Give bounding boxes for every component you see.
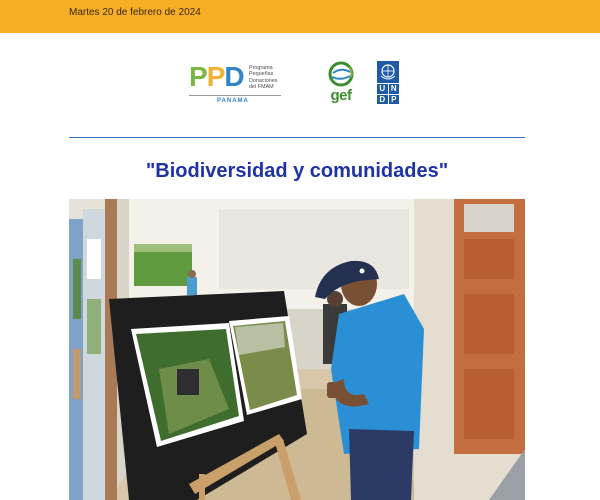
ppd-logo[interactable] <box>189 62 284 108</box>
logo-row <box>0 58 600 110</box>
undp-letter: D <box>377 95 388 105</box>
undp-letters <box>377 84 399 104</box>
undp-logo[interactable] <box>377 61 401 105</box>
un-emblem-icon <box>377 61 399 83</box>
undp-letter: P <box>389 95 400 105</box>
gef-logo[interactable] <box>323 61 359 107</box>
section-divider <box>69 137 525 138</box>
headline: "Biodiversidad y comunidades" <box>145 160 449 182</box>
date-text: Martes 20 de febrero de 2024 <box>69 7 201 18</box>
undp-letter: U <box>377 84 388 94</box>
ppd-letters <box>189 62 244 92</box>
ppd-letter-1: P <box>189 61 207 92</box>
exhibition-photo[interactable] <box>69 199 525 500</box>
ppd-rule <box>189 95 281 96</box>
ppd-country: PANAMA <box>217 98 249 104</box>
ppd-letter-2: P <box>206 61 225 92</box>
ppd-description <box>249 65 289 90</box>
ppd-desc-line: del FMAM <box>249 83 274 90</box>
exhibition-photo-icon <box>69 199 525 500</box>
gef-label: gef <box>330 87 352 104</box>
ppd-desc-line: Pequeñas <box>249 71 274 78</box>
ppd-desc-line: Programa <box>249 65 273 71</box>
ppd-letter-3: D <box>224 61 244 92</box>
undp-letter: N <box>389 84 400 94</box>
ppd-desc-line: Donaciones <box>249 77 278 84</box>
gef-globe-icon <box>323 61 359 89</box>
header-bar <box>0 0 600 33</box>
